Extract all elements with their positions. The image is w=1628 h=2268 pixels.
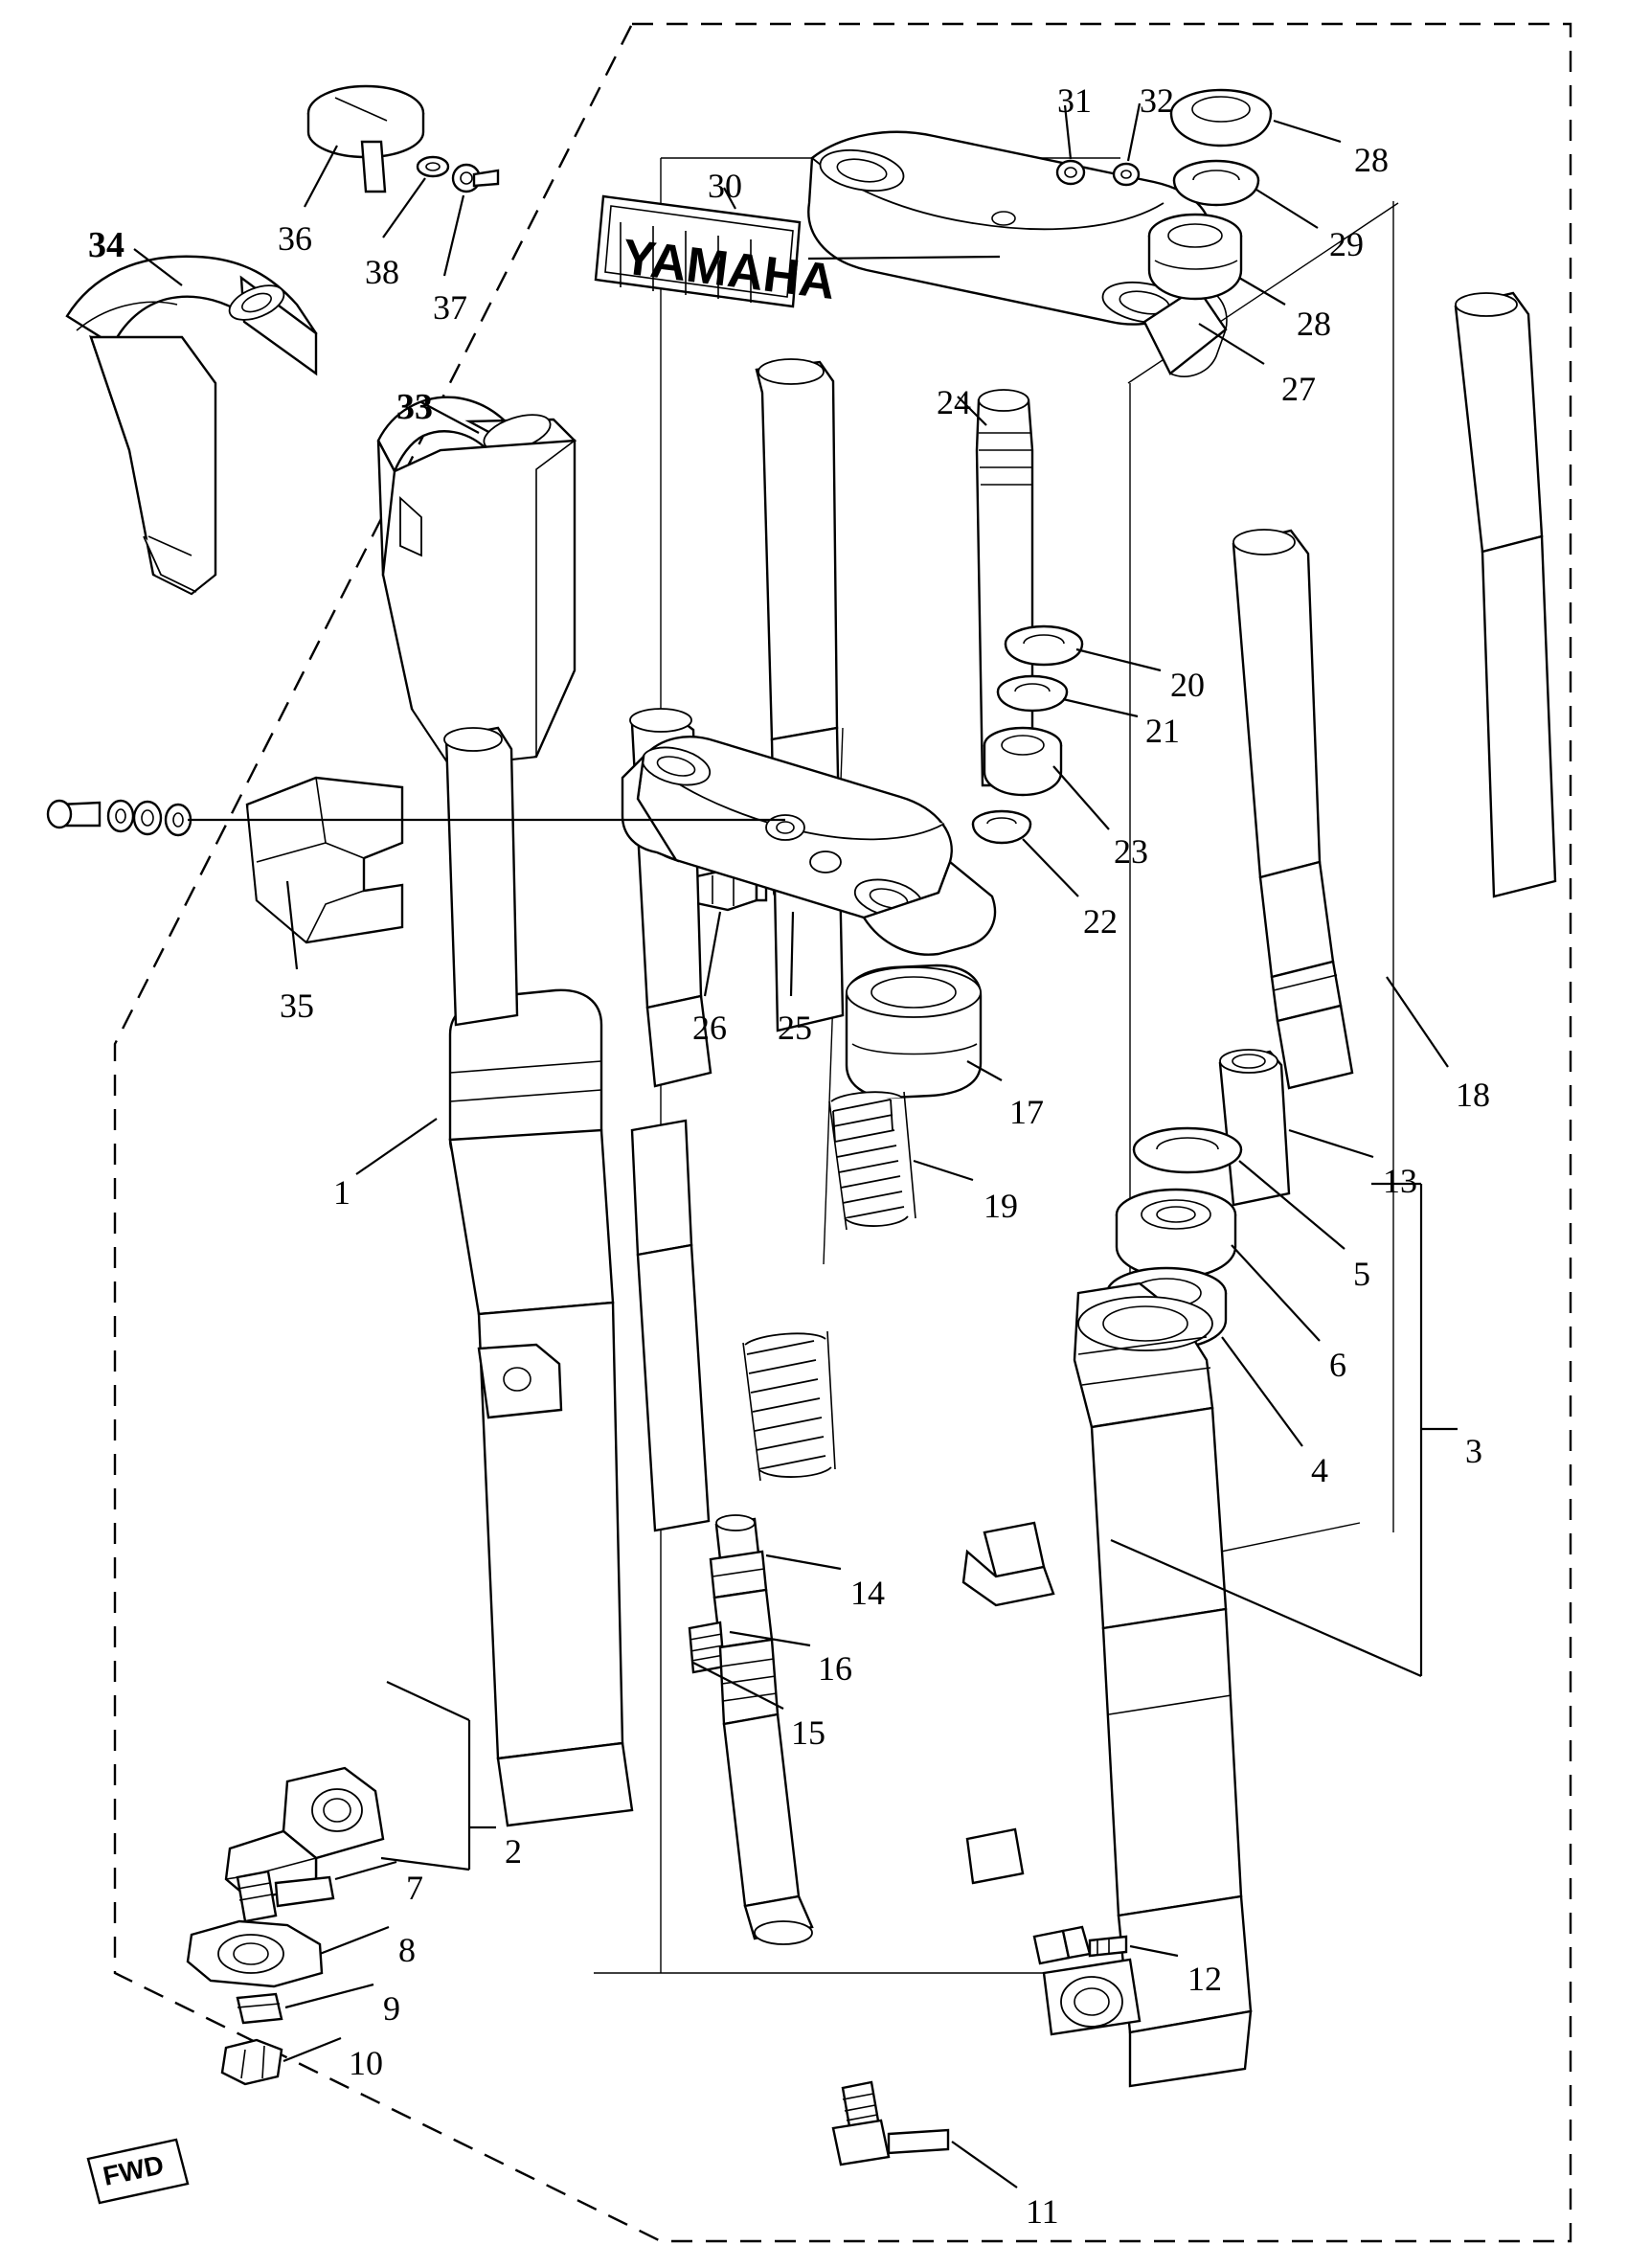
callout-32: 32 — [1140, 81, 1174, 120]
callout-4: 4 — [1311, 1451, 1328, 1489]
callout-3: 3 — [1465, 1432, 1482, 1470]
part-31-washer — [1057, 161, 1084, 184]
callout-31: 31 — [1057, 81, 1092, 120]
part-34-handle-holder-upper — [67, 257, 316, 594]
part-29-bearing-race — [1174, 161, 1258, 205]
callout-2: 2 — [505, 1832, 522, 1871]
callout-34: 34 — [88, 225, 124, 265]
part-28-bearing-lower — [1149, 215, 1241, 299]
callout-11: 11 — [1026, 2192, 1059, 2231]
part-22-seal — [973, 811, 1030, 843]
fork-spring-main — [743, 1331, 835, 1481]
part-11-bolt — [833, 2082, 948, 2165]
callout-5: 5 — [1353, 1255, 1370, 1293]
callout-37: 37 — [433, 288, 467, 327]
callout-38: 38 — [365, 253, 399, 291]
callout-1: 1 — [333, 1173, 350, 1212]
part-20-race — [1006, 626, 1082, 665]
dashed-boundary — [115, 24, 1571, 2241]
part-18-inner-fork-tube — [1233, 293, 1555, 1088]
emblem-text: YAMAHA — [619, 229, 839, 311]
callout-22: 22 — [1083, 902, 1118, 941]
callout-23: 23 — [1114, 832, 1148, 871]
part-19-spring-upper — [829, 1092, 916, 1230]
part-6-oil-seal — [1117, 1190, 1235, 1278]
callout-17: 17 — [1009, 1093, 1044, 1131]
callout-21: 21 — [1145, 712, 1180, 750]
callout-15: 15 — [791, 1713, 825, 1752]
callout-35: 35 — [280, 987, 314, 1025]
part-10-nut — [222, 2040, 282, 2084]
part-12-drain-bolt — [1034, 1927, 1126, 1963]
fwd-marker — [88, 2140, 188, 2203]
part-38-washer — [418, 157, 448, 176]
callout-24: 24 — [937, 383, 971, 421]
part-8-axle-clamp — [188, 1921, 322, 1986]
callout-33: 33 — [396, 387, 433, 427]
part-9-washer — [237, 1994, 282, 2023]
callout-25: 25 — [778, 1009, 812, 1047]
callout-30: 30 — [708, 167, 742, 205]
callout-27: 27 — [1281, 370, 1316, 408]
callout-18: 18 — [1456, 1076, 1490, 1114]
part-36-cap — [308, 86, 423, 192]
callout-7: 7 — [406, 1869, 423, 1907]
part-23-bearing — [984, 728, 1061, 795]
part-16-piston-ring — [690, 1622, 724, 1672]
part-13-bushing — [1220, 1050, 1289, 1205]
part-35-bracket — [247, 778, 402, 942]
part-21-race — [998, 676, 1067, 711]
part-5-washer — [1134, 1128, 1241, 1172]
callout-19: 19 — [984, 1187, 1018, 1225]
callout-16: 16 — [818, 1649, 852, 1688]
part-30-emblem — [596, 196, 838, 310]
part-17-dust-boot — [847, 965, 981, 1098]
callout-12: 12 — [1187, 1960, 1222, 1998]
callout-28-lower: 28 — [1297, 305, 1331, 343]
callout-36: 36 — [278, 219, 312, 258]
callout-9: 9 — [383, 1989, 400, 2028]
callout-14: 14 — [850, 1574, 885, 1612]
callout-28-upper: 28 — [1354, 141, 1389, 179]
callout-13: 13 — [1383, 1162, 1417, 1200]
part-37-bolt — [453, 165, 498, 192]
part-28-bearing-upper — [1171, 90, 1271, 146]
callout-10: 10 — [349, 2044, 383, 2082]
callout-6: 6 — [1329, 1346, 1346, 1384]
callout-29: 29 — [1329, 225, 1364, 263]
part-33-handle-holder-lower — [378, 397, 575, 766]
callout-26: 26 — [692, 1009, 727, 1047]
callout-20: 20 — [1170, 666, 1205, 704]
part-35-hardware — [48, 801, 191, 835]
fwd-text: FWD — [100, 2149, 167, 2191]
callout-8: 8 — [398, 1931, 416, 1969]
part-24-steering-stem — [977, 390, 1032, 785]
part-32-nut — [1114, 164, 1139, 185]
